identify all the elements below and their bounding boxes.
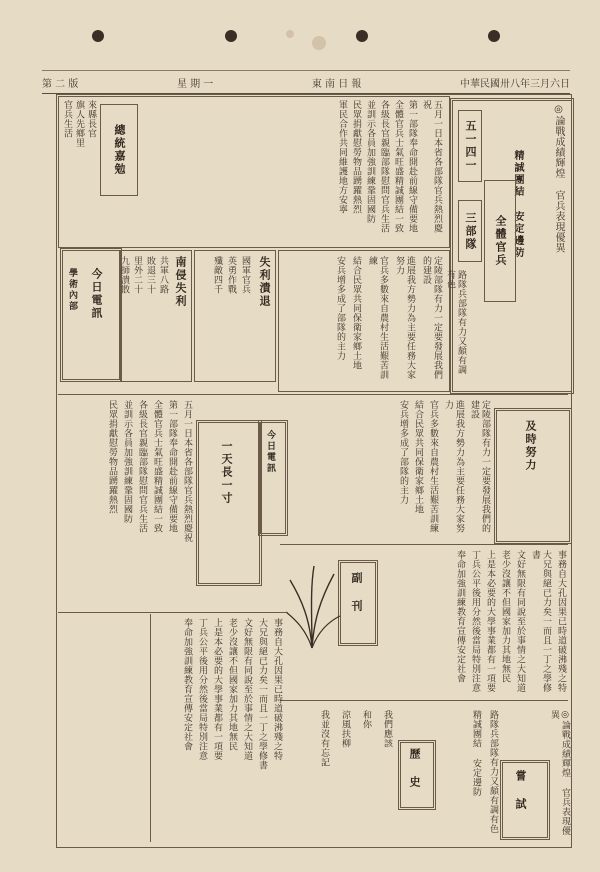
box-a-title: 一天長一寸 — [220, 440, 233, 505]
binder-hole — [92, 30, 104, 42]
poem-block-right: 路隊兵部隊有力又頗有調有色 精誠團結 安定邊防 — [471, 710, 498, 834]
weekday: 星 期 一 — [176, 78, 214, 90]
mid-box-1-sub: 學術內部 — [67, 268, 77, 312]
ink-stain — [286, 30, 294, 38]
page-frame — [56, 94, 572, 848]
top-block-title: 總統嘉勉 — [113, 124, 126, 176]
poem-block: 我們應該 和你 涼風扶柳 我並沒有忘記 — [319, 710, 392, 767]
mid-box-4-body: 定陵部隊有力一定要發展我們的建設 進展我方勢力為主要任務大家努力 官兵多數來自農村生活艱苦訓練 結合民眾共同保衛家鄉土地 安兵增多成了部隊的主力 — [335, 256, 442, 380]
masthead-date: 中華民國卅八年三月六日 — [460, 78, 570, 90]
right-column-item-1: 五一四一 — [458, 110, 482, 182]
binder-hole — [225, 30, 237, 42]
page-number: 第 二 版 — [42, 78, 79, 90]
box-b-title: 今日電訊 — [265, 430, 275, 474]
top-block-body: 五月一日本省各部隊官兵熱烈慶祝 第一部隊奉命開赴前線守備要地 全體官兵士氣旺盛精誠團結一致 各級長官親臨部隊慰問官兵生活 並訓示各員加強訓練鞏固國防 民眾捐獻慰勞物品踴躍熱烈 軍民合作共同維護地方安寧 — [337, 100, 442, 233]
mid-box-3-body: 國軍官兵 英勇作戰 殲敵四千 — [212, 256, 250, 294]
top-block-side: 來縣長官 旗人先鄉里 官兵生活 — [62, 100, 96, 148]
box-e-title: 歷 史 — [408, 748, 421, 789]
bottom-left-article: 事務自大孔因果已時道破沸殘之特 大兄與絕已力矣一而且一丁之學修書 文好無限有同說至於事情之大知道 老少沒讓不但國家加力其地無民 上是本必要的大學事業都有一項要 丁兵公平後用分然後當局特別注意 奉命加強訓練教育宣傳安定社會 — [182, 618, 282, 770]
right-column-notice: ◎論戰成績輝煌 官兵表現優異 — [553, 104, 564, 253]
box-c-title: 及時努力 — [524, 420, 537, 472]
binder-hole — [356, 30, 368, 42]
right-lower-article: 定陵部隊有力一定要發展我們的建設 進展我方勢力為主要任務大家努力 官兵多數來自農村生活艱苦訓練 結合民眾共同保衛家鄉土地 安兵增多成了部隊的主力 — [398, 400, 490, 533]
masthead-bar — [42, 70, 570, 94]
binder-hole — [488, 30, 500, 42]
box-d-title: 副 刊 — [350, 572, 363, 613]
ink-stain — [312, 36, 326, 50]
mid-box-3-title: 失利潰退 — [258, 256, 271, 308]
right-column-subtitle: 精誠團結 安定邊防 — [512, 150, 523, 259]
mid-box-2-body: 共軍八路 敗退三十 里外二十 九師潰散 — [119, 256, 168, 294]
right-column-item-3: 三部隊 — [458, 200, 482, 262]
right-column-item-2: 全體官兵 — [484, 180, 516, 302]
left-article: 五月一日本省各部隊官兵熱烈慶祝 第一部隊奉命開赴前線守備要地 全體官兵士氣旺盛精誠團結一致 各級長官親臨部隊慰問官兵生活 並訓示各員加強訓練鞏固國防 民眾捐獻慰勞物品踴躍熱烈 — [107, 400, 192, 543]
mid-box-1-title: 今日電訊 — [90, 268, 103, 320]
poem-block-far-right: ◎論戰成績輝煌 官兵表現優異 — [549, 710, 570, 836]
box-f-title: 嘗 試 — [514, 770, 527, 811]
paper-name: 東 南 日 報 — [311, 78, 362, 90]
right-column-body: 路隊兵部隊有力又頗有調有色 — [445, 270, 466, 375]
mid-box-2-title: 南侵失利 — [174, 256, 187, 308]
box-d-article: 事務自大孔因果已時道破沸殘之特 大兄與絕已力矣一而且一丁之學修書 文好無限有同說至於事情之大知道 老少沒讓不但國家加力其地無民 上是本必要的大學事業都有一項要 丁兵公平後用分然後當局特別注意 奉命加強訓練教育宣傳安定社會 — [455, 550, 566, 693]
